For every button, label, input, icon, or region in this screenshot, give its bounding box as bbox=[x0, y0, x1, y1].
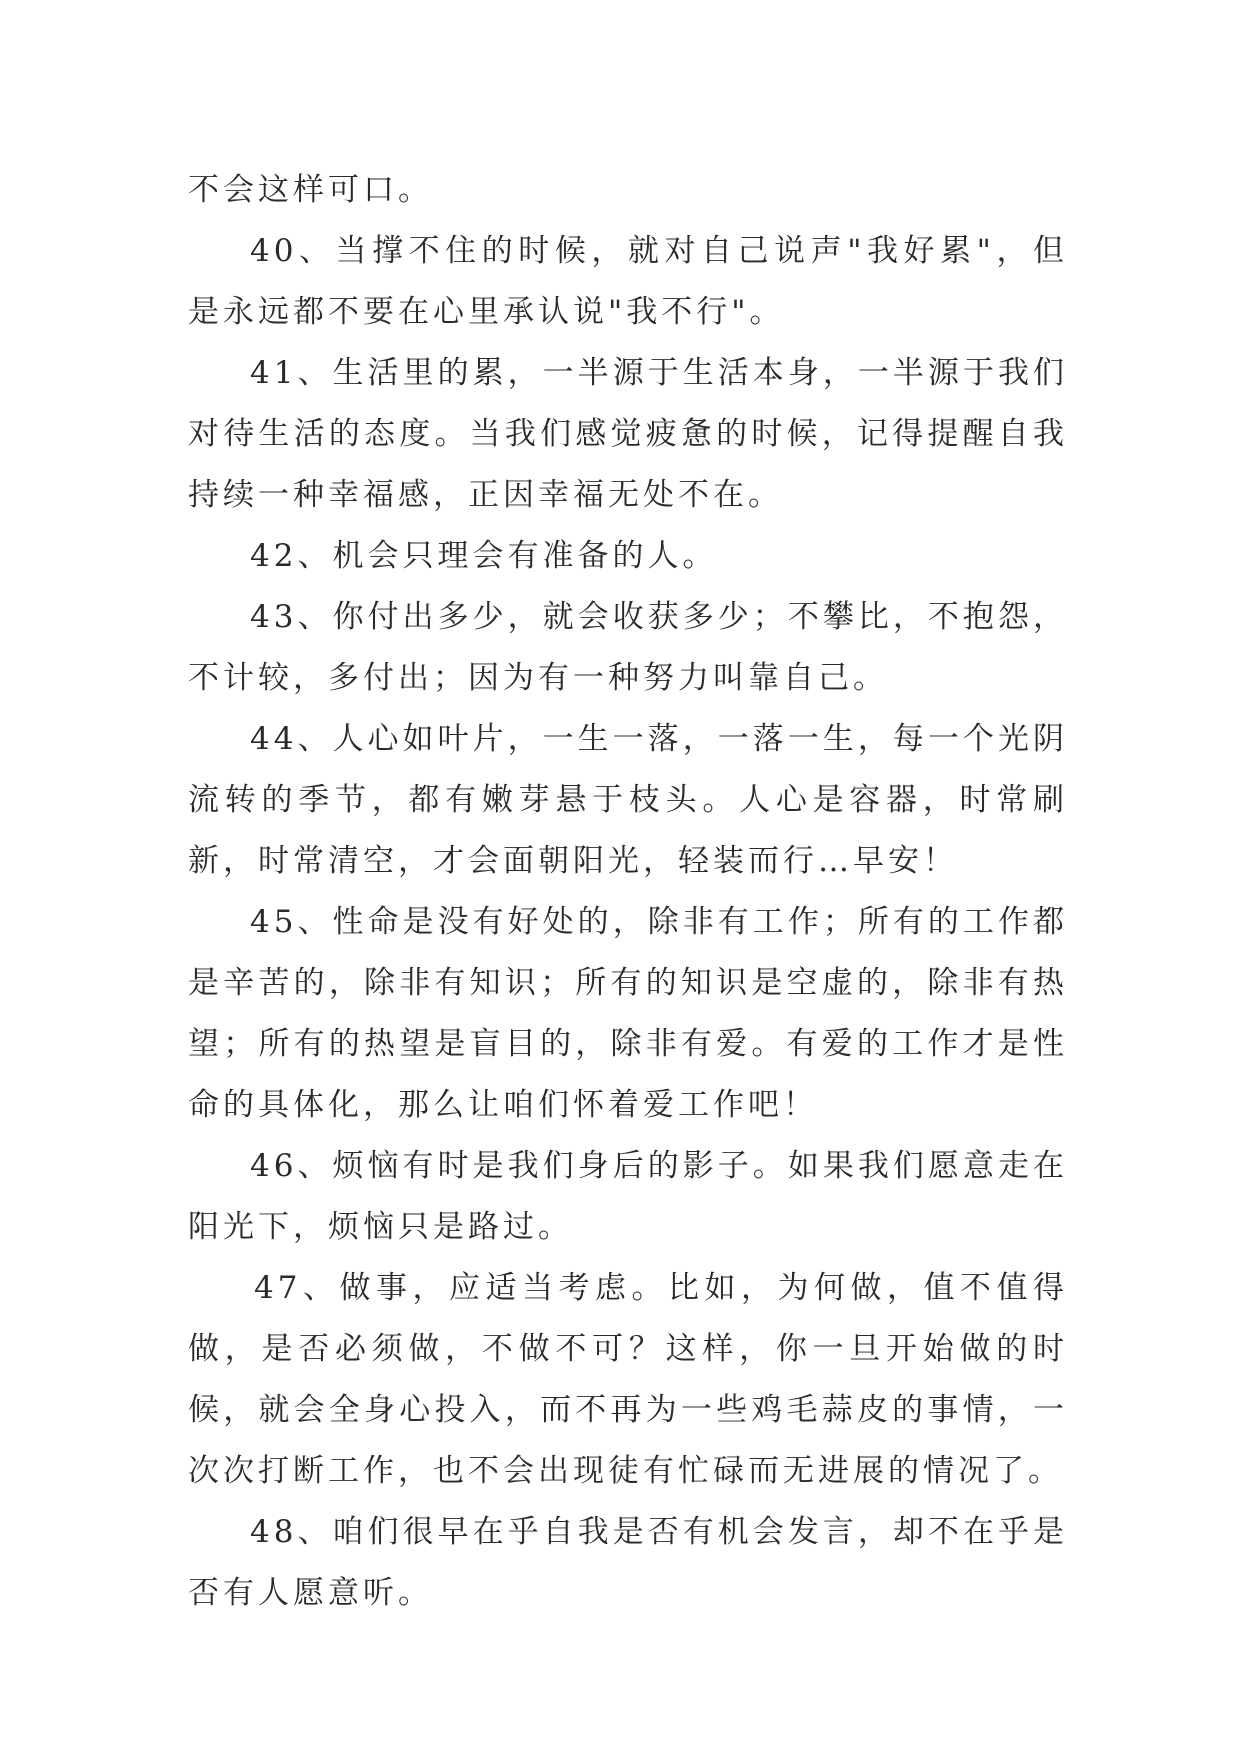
paragraph-41: 41、生活里的累，一半源于生活本身，一半源于我们对待生活的态度。当我们感觉疲惫的时候，记得提醒自我持续一种幸福感，正因幸福无处不在。 bbox=[188, 355, 1068, 513]
paragraph-45: 45、性命是没有好处的，除非有工作；所有的工作都是辛苦的，除非有知识；所有的知识是空虚的，除非有热望；所有的热望是盲目的，除非有爱。有爱的工作才是性命的具体化，那么让咱们怀着爱工作吧！ bbox=[188, 904, 1068, 1123]
paragraph-continued: 不会这样可口。 bbox=[188, 172, 433, 208]
paragraph-44: 44、人心如叶片，一生一落，一落一生，每一个光阴流转的季节，都有嫩芽悬于枝头。人心是容器，时常刷新，时常清空，才会面朝阳光，轻装而行…早安！ bbox=[188, 721, 1068, 879]
document-body bbox=[188, 160, 1068, 1624]
paragraph-48: 48、咱们很早在乎自我是否有机会发言，却不在乎是否有人愿意听。 bbox=[188, 1514, 1068, 1611]
paragraph-40: 40、当撑不住的时候，就对自己说声"我好累"，但是永远都不要在心里承认说"我不行"。 bbox=[188, 233, 1068, 330]
paragraph-47: 47、做事，应适当考虑。比如，为何做，值不值得做，是否必须做，不做不可？这样，你一旦开始做的时候，就会全身心投入，而不再为一些鸡毛蒜皮的事情，一次次打断工作，也不会出现徒有忙碌而无进展的情况了。 bbox=[188, 1270, 1068, 1489]
paragraph-42: 42、机会只理会有准备的人。 bbox=[250, 538, 718, 574]
paragraph-46: 46、烦恼有时是我们身后的影子。如果我们愿意走在阳光下，烦恼只是路过。 bbox=[188, 1148, 1068, 1245]
paragraph-43: 43、你付出多少，就会收获多少；不攀比，不抱怨，不计较，多付出；因为有一种努力叫靠自己。 bbox=[188, 599, 1068, 696]
